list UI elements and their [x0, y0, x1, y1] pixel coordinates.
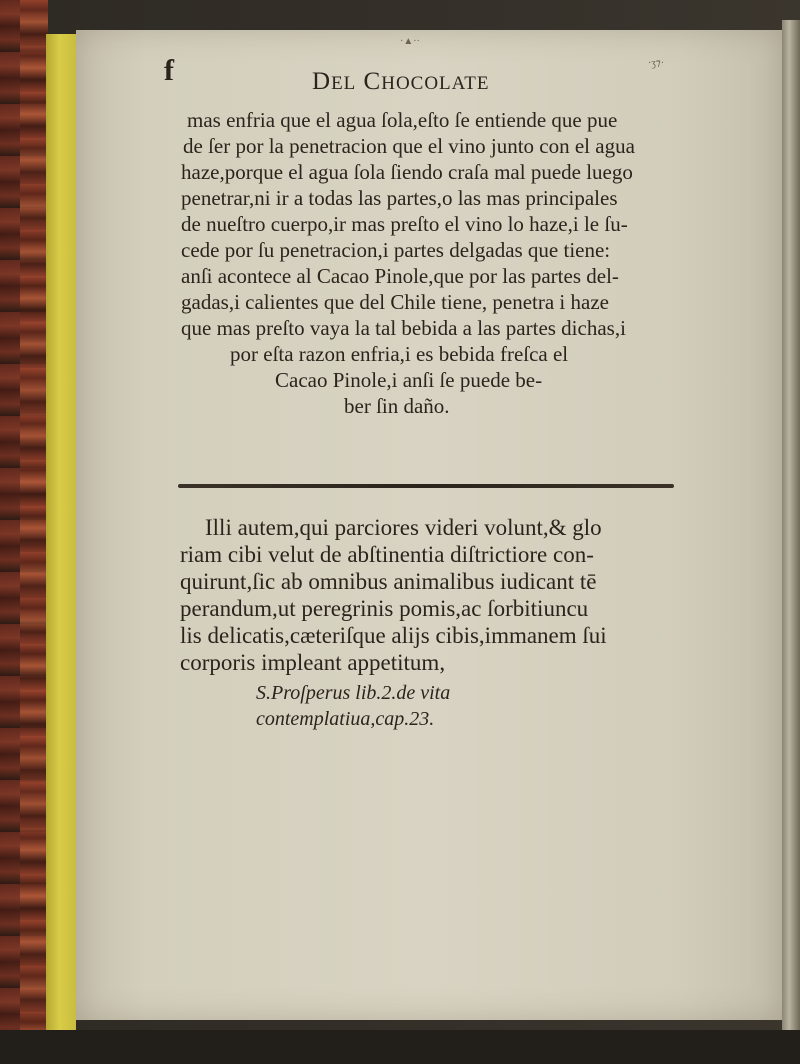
text-line: anſi acontece al Cacao Pinole,que por las partes del-: [181, 264, 619, 288]
running-head: [312, 68, 490, 96]
text-line: que mas preſto vaya la tal bebida a las partes dichas,i: [181, 316, 626, 340]
text-line: por eſta razon enfria,i es bebida freſca el: [230, 342, 569, 366]
page-stack-edge: [782, 20, 800, 1030]
running-head-rest-1: EL: [331, 73, 357, 94]
book-cover-marbling: [20, 0, 48, 1064]
quote-line: lis delicatis,cæteriſque alijs cibis,immanem ſui: [180, 623, 607, 648]
citation-line: S.Proſperus lib.2.de vita: [256, 682, 451, 704]
quote-line: corporis impleant appetitum,: [180, 650, 446, 675]
text-line: mas enfria que el agua ſola,eſto ſe entiende que pue: [187, 108, 618, 132]
quote-line: Illi autem,qui parciores videri volunt,& glo: [205, 515, 602, 540]
quote-line: riam cibi velut de abſtinentia diſtrictiore con-: [180, 542, 594, 567]
divider-rule: [178, 484, 674, 488]
corner-printer-mark: ·ʒ⁊·: [648, 58, 665, 69]
text-line: haze,porque el agua ſola ſiendo craſa mal puede luego: [181, 160, 633, 184]
text-line: gadas,i calientes que del Chile tiene, penetra i haze: [181, 290, 609, 314]
page-edge-yellow: [46, 34, 76, 1034]
running-head-initial-1: D: [312, 68, 332, 95]
text-line: penetrar,ni ir a todas las partes,o las mas principales: [181, 186, 618, 210]
running-head-rest-2: HOCOLATE: [381, 73, 490, 94]
top-printer-mark: ·▲··: [400, 36, 420, 47]
text-line: de ſer por la penetracion que el vino junto con el agua: [183, 134, 635, 158]
background-bottom: [0, 1030, 800, 1064]
text-line: cede por ſu penetracion,i partes delgadas que tiene:: [181, 238, 611, 262]
text-line: ber ſin daño.: [344, 394, 450, 418]
quote-line: perandum,ut peregrinis pomis,ac ſorbitiuncu: [180, 596, 589, 621]
quote-line: quirunt,ſic ab omnibus animalibus iudicant tē: [180, 569, 597, 594]
text-line: Cacao Pinole,i anſi ſe puede be-: [275, 368, 543, 392]
running-head-initial-2: C: [363, 68, 382, 95]
text-line: de nueſtro cuerpo,ir mas preſto el vino lo haze,i le ſu-: [181, 212, 628, 236]
citation-line: contemplatiua,cap.23.: [256, 708, 435, 730]
folio-mark: f: [164, 54, 174, 87]
